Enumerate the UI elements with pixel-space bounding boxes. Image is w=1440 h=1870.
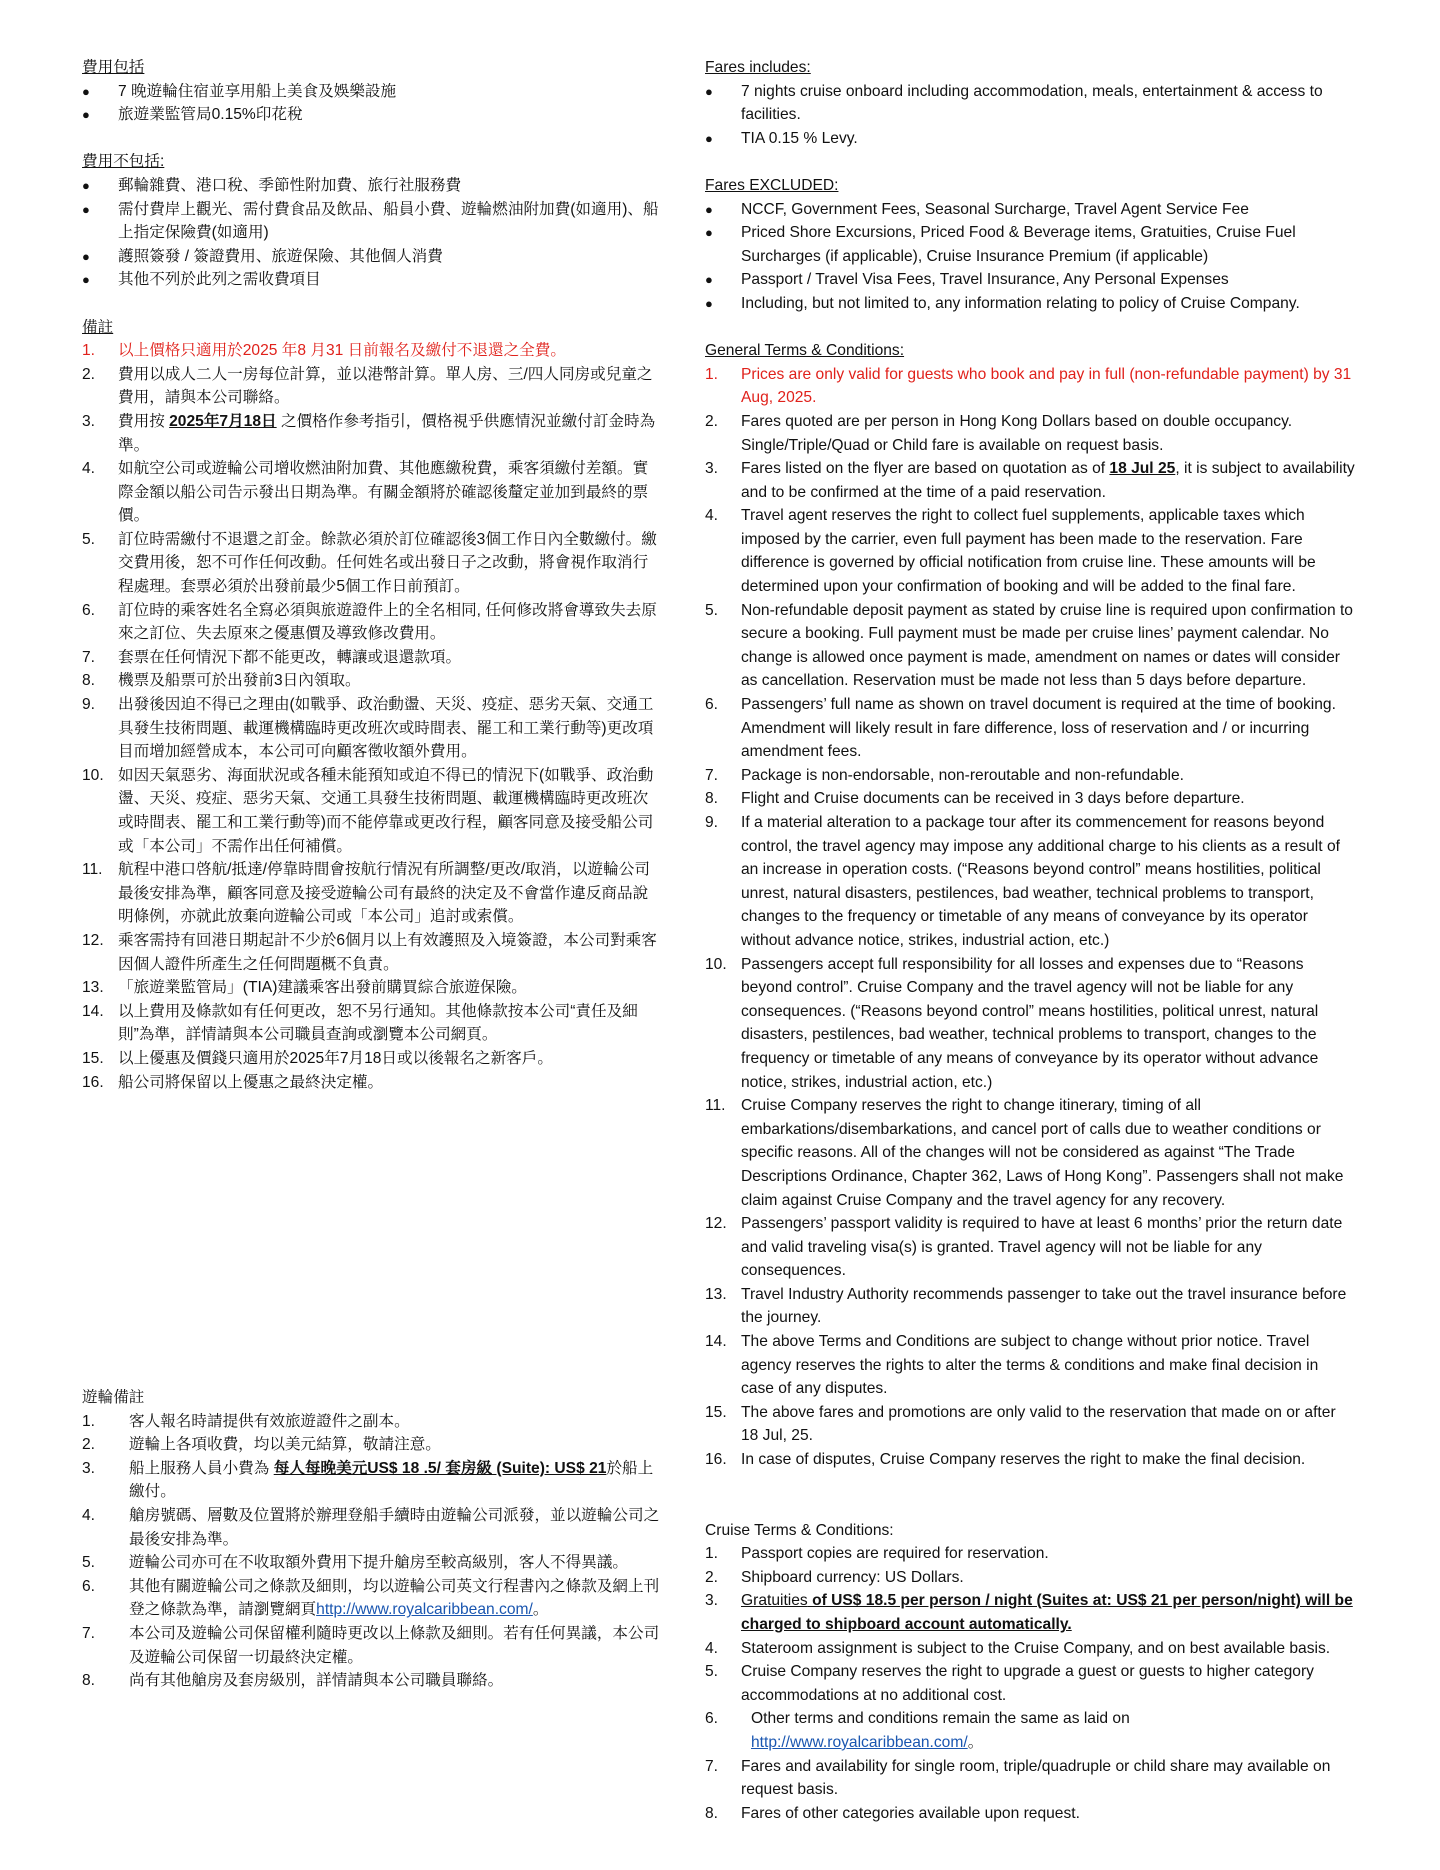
list-item: 2. 遊輪上各項收費，均以美元結算，敬請注意。 bbox=[82, 1436, 441, 1454]
list-item: 4. Travel agent reserves the right to collect fuel supplements, applicable taxes which imposed by the carrier, even full payment has been made to the reservation. Fare difference is governed by official notification from cruise line. These amounts will be determined upon your confirmation of booking and will be added to the final fare. bbox=[705, 507, 1316, 596]
list-item: 13. Travel Industry Authority recommends passenger to take out the travel insurance before the journey. bbox=[705, 1285, 1347, 1327]
en-cruise-terms-heading: Cruise Terms & Conditions: bbox=[705, 1521, 894, 1539]
list-item: 2. 費用以成人二人一房每位計算，並以港幣計算。單人房、三/四人同房或兒童之費用，請與本公司聯絡。 bbox=[82, 365, 653, 407]
zh-excludes-heading: 費用不包括: bbox=[82, 153, 165, 171]
list-item: 3. Fares listed on the flyer are based on quotation as of 18 Jul 25, it is subject to availability and to be confirmed at the time of a paid reservation. bbox=[705, 460, 1355, 501]
list-item: 7. Package is non-endorsable, non-reroutable and non-refundable. bbox=[705, 766, 1184, 784]
list-item: ● 需付費岸上觀光、需付費食品及飲品、船員小費、遊輪燃油附加費(如適用)、船上指定保險費(如適用) bbox=[82, 198, 662, 245]
gratuity-amount: 每人每晚美元US$ 18 .5/ 套房級 (Suite): US$ 21 bbox=[273, 1459, 607, 1477]
bullet-icon: ● bbox=[82, 177, 90, 193]
list-item: 6. Passengers’ full name as shown on travel document is required at the time of booking. Amendment will likely result in fare difference, loss of reservation and / or incurring amendment fees. bbox=[705, 696, 1336, 761]
list-item: 3. Gratuities of US$ 18.5 per person / night (Suites at: US$ 21 per person/night) will be charged to shipboard account automatically. bbox=[705, 1592, 1353, 1633]
en-cruise-terms-section bbox=[705, 1519, 1355, 1826]
list-item: 1. 客人報名時請提供有效旅遊證件之副本。 bbox=[82, 1412, 410, 1430]
list-item: ● 7 nights cruise onboard including accommodation, meals, entertainment & access to facilities. bbox=[705, 80, 1355, 127]
list-item: 7. 本公司及遊輪公司保留權利隨時更改以上條款及細則。若有任何異議，本公司及遊輪公司保留一切最終決定權。 bbox=[82, 1624, 660, 1666]
zh-includes-heading: 費用包括 bbox=[82, 59, 145, 76]
list-item: 6. Other terms and conditions remain the same as laid on http://www.royalcaribbean.com/。 bbox=[705, 1710, 1130, 1751]
list-item: 5. Cruise Company reserves the right to upgrade a guest or guests to higher category accommodations at no additional cost. bbox=[705, 1663, 1314, 1704]
royal-caribbean-link[interactable]: http://www.royalcaribbean.com/ bbox=[316, 1601, 533, 1619]
list-item: 9. If a material alteration to a package tour after its commencement for reasons beyond control, the travel agency may impose any additional charge to his clients as a result of an increase in operation costs. (“Reasons beyond control” means hostilities, political unrest, natural disasters, pestilences, bad weather, technical problems to transport, changes to the frequency or timetable of any means of conveyance by its operator without advance notice, strikes, industrial action, etc.) bbox=[705, 814, 1340, 949]
list-item: 5. 訂位時需繳付不退還之訂金。餘款必須於訂位確認後3個工作日內全數繳付。繳交費用後，恕不可作任何改動。任何姓名或出發日子之改動，將會視作取消行程處理。套票必須於出發前最少5個工作日前預訂。 bbox=[82, 530, 657, 596]
bullet-icon: ● bbox=[705, 295, 713, 311]
list-item: 4. 如航空公司或遊輪公司增收燃油附加費、其他應繳稅費，乘客須繳付差額。實際金額以船公司告示發出日期為準。有關金額將於確認後釐定並加到最終的票價。 bbox=[82, 460, 649, 525]
zh-excludes-section bbox=[82, 150, 662, 292]
list-item: 14. 以上費用及條款如有任何更改，恕不另行通知。其他條款按本公司“責任及細則”為準，詳情請與本公司職員查詢或瀏覽本公司網頁。 bbox=[82, 1002, 638, 1044]
list-item: 10. Passengers accept full responsibility for all losses and expenses due to “Reasons beyond control”. Cruise Company and the travel agency will not be liable for any consequences. (“Reasons beyond control” means hostilities, political unrest, natural disasters, pestilences, bad weather, technical problems to transport, changes to the frequency or timetable of any means of conveyance by its operator without advance notice, strikes, industrial action, etc.) bbox=[705, 955, 1319, 1091]
list-item: 11. Cruise Company reserves the right to change itinerary, timing of all embarkations/disembarkations, and cancel port of calls due to weather conditions or specific reasons. All of the changes will not be considered as against “The Trade Descriptions Ordinance, Chapter 362, Laws of Hong Kong”. Passengers shall not make claim against Cruise Company and the travel agency for any recovery. bbox=[705, 1097, 1344, 1209]
list-item: 8. Flight and Cruise documents can be received in 3 days before departure. bbox=[705, 790, 1245, 808]
list-item: 7. 套票在任何情況下都不能更改，轉讓或退還款項。 bbox=[82, 648, 462, 666]
zh-includes-section bbox=[82, 56, 662, 127]
list-item: 12. 乘客需持有回港日期起計不少於6個月以上有效護照及入境簽證，本公司對乘客因個人證件所產生之任何問題概不負責。 bbox=[82, 931, 657, 973]
list-item: 11. 航程中港口啓航/抵達/停靠時間會按航行情況有所調整/更改/取消，以遊輪公司最後安排為準，顧客同意及接受遊輪公司有最終的決定及不會當作違反商品說明條例，亦就此放棄向遊輪公司或「本公司」追討或索償。 bbox=[82, 861, 650, 926]
list-item: 1. Prices are only valid for guests who book and pay in full (non-refundable payment) by 31 Aug, 2025. bbox=[705, 365, 1352, 407]
list-item: ● Passport / Travel Visa Fees, Travel Insurance, Any Personal Expenses bbox=[705, 268, 1355, 292]
en-excludes-section bbox=[705, 174, 1355, 316]
list-item: ● 其他不列於此列之需收費項目 bbox=[82, 268, 662, 292]
english-column bbox=[705, 56, 1355, 1825]
bullet-icon: ● bbox=[82, 201, 90, 217]
bullet-icon: ● bbox=[705, 201, 713, 217]
zh-cruise-remarks-heading: 遊輪備註 bbox=[82, 1389, 145, 1406]
bullet-icon: ● bbox=[82, 272, 90, 288]
list-item: 5. Non-refundable deposit payment as stated by cruise line is required upon confirmation to secure a booking. Full payment must be made per cruise lines’ payment calendar. No change is allowed once payment is made, amendment on names or dates will consider as cancellation. Reservation must be made not less than 5 days before departure. bbox=[705, 601, 1353, 690]
gratuity-amount: of US$ 18.5 per person / night (Suites at: US$ 21 per person/night) will be charged to shipboard account automatically. bbox=[741, 1592, 1353, 1633]
quote-date: 2025年7月18日 bbox=[169, 412, 277, 430]
list-item: 8. 尚有其他艙房及套房級別，詳情請與本公司職員聯絡。 bbox=[82, 1672, 504, 1690]
list-item: ● TIA 0.15 % Levy. bbox=[705, 127, 1355, 151]
list-item: ● 7 晚遊輪住宿並享用船上美食及娛樂設施 bbox=[82, 80, 662, 104]
list-item: 2. Shipboard currency: US Dollars. bbox=[705, 1568, 964, 1586]
bullet-icon: ● bbox=[82, 83, 90, 99]
list-item: 16. 船公司將保留以上優惠之最終決定權。 bbox=[82, 1073, 384, 1091]
zh-remarks-heading: 備註 bbox=[82, 318, 114, 336]
quote-date: 18 Jul 25 bbox=[1109, 460, 1176, 478]
list-item: 10. 如因天氣惡劣、海面狀況或各種未能預知或迫不得已的情況下(如戰爭、政治動盪、天災、疫症、惡劣天氣、交通工具發生技術問題、載運機構臨時更改班次或時間表、罷工和工業行動等)而不能停靠或更改行程，顧客同意及接受船公司或「本公司」不需作出任何補償。 bbox=[82, 766, 654, 855]
bullet-icon: ● bbox=[705, 272, 713, 288]
bullet-icon: ● bbox=[705, 225, 713, 241]
list-item: ● NCCF, Government Fees, Seasonal Surcharge, Travel Agent Service Fee bbox=[705, 198, 1355, 222]
chinese-column bbox=[82, 56, 662, 1094]
list-item: 6. 其他有關遊輪公司之條款及細則，均以遊輪公司英文行程書內之條款及網上刊登之條款為準，請瀏覽網頁http://www.royalcaribbean.com/。 bbox=[82, 1577, 660, 1619]
list-item: 1. Passport copies are required for reservation. bbox=[705, 1545, 1049, 1563]
list-item: 8. Fares of other categories available upon request. bbox=[705, 1804, 1080, 1822]
list-item: ● 旅遊業監管局0.15%印花稅 bbox=[82, 103, 662, 127]
bullet-icon: ● bbox=[705, 83, 713, 99]
royal-caribbean-link[interactable]: http://www.royalcaribbean.com/ bbox=[751, 1733, 968, 1751]
list-item: 1. 以上價格只適用於2025 年8 月31 日前報名及繳付不退還之全費。 bbox=[82, 342, 566, 360]
list-item: 7. Fares and availability for single room, triple/quadruple or child share may available on request basis. bbox=[705, 1757, 1331, 1799]
en-excludes-heading: Fares EXCLUDED: bbox=[705, 176, 839, 194]
list-item: 6. 訂位時的乘客姓名全寫必須與旅遊證件上的全名相同, 任何修改將會導致失去原來之訂位、失去原來之優惠價及導致修改費用。 bbox=[82, 601, 657, 643]
en-terms-heading: General Terms & Conditions: bbox=[705, 342, 905, 360]
list-item: ● Priced Shore Excursions, Priced Food & Beverage items, Gratuities, Cruise Fuel Surcharges (if applicable), Cruise Insurance Premium (if applicable) bbox=[705, 221, 1355, 268]
en-includes-section bbox=[705, 56, 1355, 150]
bullet-icon: ● bbox=[705, 130, 713, 146]
list-item: 9. 出發後因迫不得已之理由(如戰爭、政治動盪、天災、疫症、惡劣天氣、交通工具發生技術問題、載運機構臨時更改班次或時間表、罷工和工業行動等)更改項目而增加經營成本，本公司可向顧客徵收額外費用。 bbox=[82, 696, 654, 761]
list-item: 15. 以上優惠及價錢只適用於2025年7月18日或以後報名之新客戶。 bbox=[82, 1049, 553, 1067]
list-item: 12. Passengers’ passport validity is required to have at least 6 months’ prior the return date and valid traveling visa(s) is granted. Travel agency will not be liable for any consequences. bbox=[705, 1215, 1343, 1280]
list-item: 8. 機票及船票可於出發前3日內領取。 bbox=[82, 672, 361, 690]
list-item: 15. The above fares and promotions are only valid to the reservation that made on or after 18 Jul, 25. bbox=[705, 1403, 1336, 1445]
list-item: 14. The above Terms and Conditions are subject to change without prior notice. Travel agency reserves the rights to alter the terms & conditions and make final decision in case of any disputes. bbox=[705, 1333, 1319, 1398]
bullet-icon: ● bbox=[82, 107, 90, 123]
en-includes-heading: Fares includes: bbox=[705, 59, 811, 76]
list-item: 13. 「旅遊業監管局」(TIA)建議乘客出發前購買綜合旅遊保險。 bbox=[82, 979, 527, 997]
en-terms-section bbox=[705, 339, 1355, 1472]
list-item: 4. 艙房號碼、層數及位置將於辦理登船手續時由遊輪公司派發，並以遊輪公司之最後安排為準。 bbox=[82, 1506, 660, 1548]
list-item: 3. 費用按 2025年7月18日 之價格作參考指引，價格視乎供應情況並繳付訂金時為準。 bbox=[82, 412, 656, 454]
zh-cruise-remarks-section bbox=[82, 1386, 662, 1693]
list-item: 3. 船上服務人員小費為 每人每晚美元US$ 18 .5/ 套房級 (Suite): US$ 21於船上繳付。 bbox=[82, 1459, 654, 1501]
list-item: ● Including, but not limited to, any information relating to policy of Cruise Company. bbox=[705, 292, 1355, 316]
list-item: 2. Fares quoted are per person in Hong Kong Dollars based on double occupancy. Single/Triple/Quad or Child fare is available on request basis. bbox=[705, 412, 1293, 454]
bullet-icon: ● bbox=[82, 248, 90, 264]
list-item: ● 護照簽發 / 簽證費用、旅遊保險、其他個人消費 bbox=[82, 245, 662, 269]
list-item: ● 郵輪雜費、港口稅、季節性附加費、旅行社服務費 bbox=[82, 174, 662, 198]
list-item: 5. 遊輪公司亦可在不收取額外費用下提升艙房至較高級別，客人不得異議。 bbox=[82, 1554, 629, 1572]
zh-remarks-section bbox=[82, 316, 662, 1095]
list-item: 16. In case of disputes, Cruise Company reserves the right to make the final decision. bbox=[705, 1451, 1306, 1469]
list-item: 4. Stateroom assignment is subject to the Cruise Company, and on best available basis. bbox=[705, 1639, 1331, 1657]
